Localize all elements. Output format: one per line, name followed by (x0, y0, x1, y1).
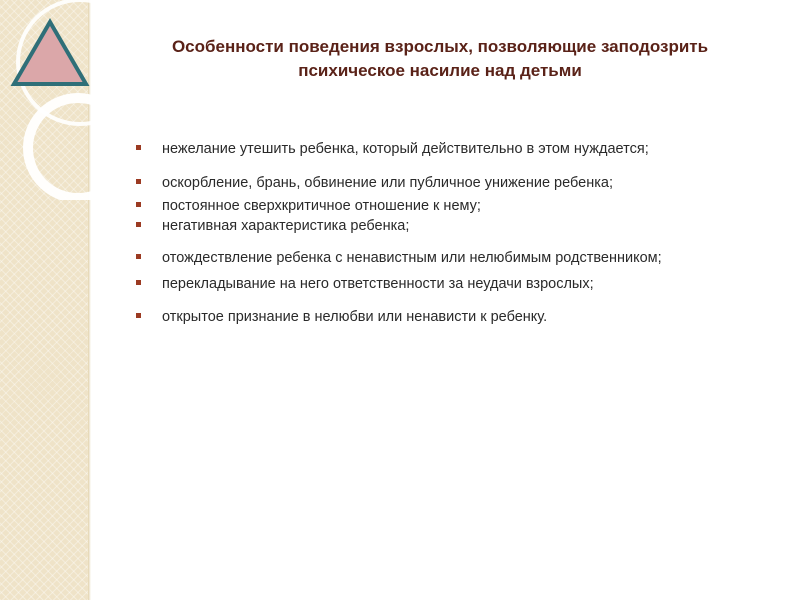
list-item: нежелание утешить ребенка, который действительно в этом нуждается; (136, 141, 649, 157)
list-item: перекладывание на него ответственности за неудачи взрослых; (136, 276, 594, 292)
slide-title (160, 35, 720, 83)
bullet-marker-icon (136, 179, 141, 184)
bullet-marker-icon (136, 254, 141, 259)
bullet-marker-icon (136, 280, 141, 285)
title-line-2: психическое насилие над детьми (298, 61, 582, 80)
title-line-1: Особенности поведения взрослых, позволяющие заподозрить (171, 37, 709, 56)
list-item: открытое признание в нелюбви или ненависти к ребенку. (136, 309, 547, 325)
decorative-rings (0, 0, 130, 200)
list-item: негативная характеристика ребенка; (136, 218, 409, 234)
list-item: постоянное сверхкритичное отношение к нему; (136, 198, 481, 214)
list-item: оскорбление, брань, обвинение или публичное унижение ребенка; (136, 175, 613, 191)
bullet-marker-icon (136, 202, 141, 207)
list-item: отождествление ребенка с ненавистным или нелюбимым родственником; (136, 250, 662, 266)
bullet-marker-icon (136, 145, 141, 150)
bullet-marker-icon (136, 313, 141, 318)
bullet-marker-icon (136, 222, 141, 227)
